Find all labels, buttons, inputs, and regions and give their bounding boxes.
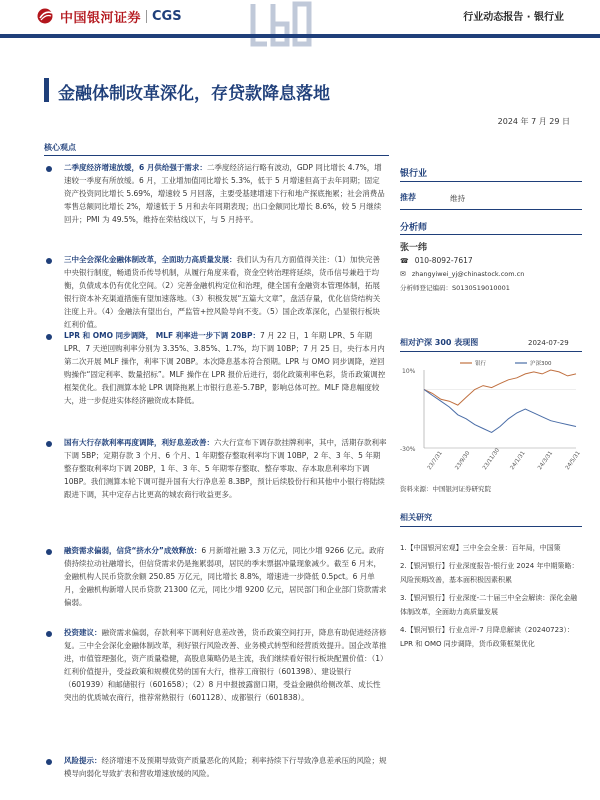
bullet-dot-icon (46, 166, 52, 172)
core-view-divider (44, 155, 389, 156)
email-icon: ✉ (400, 270, 406, 278)
bullet-paragraph (64, 544, 387, 609)
bullet-heading: 投资建议： (64, 628, 102, 637)
header-bar (0, 34, 600, 38)
analyst-email-row[interactable] (400, 270, 580, 278)
page-title: 金融体制改革深化，存贷款降息落地 (58, 84, 330, 104)
rating-value: 维持 (450, 194, 465, 203)
title-accent-bar (44, 78, 49, 102)
rating-label: 推荐 (400, 193, 416, 202)
y-tick-label: 10% (402, 368, 416, 375)
sidebar-divider (400, 181, 582, 182)
bullet-heading: 三中全会深化金融体制改革，全面助力高质量发展： (64, 255, 237, 264)
analyst-phone: 010-8092-7617 (414, 256, 473, 265)
header-watermark-icon (245, 0, 315, 48)
bullet-text: 6 月新增社融 3.3 万亿元，同比少增 9266 亿元。政府债持续拉动社融增长，但信贷需求仍是拖累弱项，居民的季末票据冲量现象减少。截至 6 月末，金融机构人民币贷款余额 250.85 万亿元，同比增长 8.8%，增速进一步降低 0.5pct。6 月单月，金融机构新增人民币贷款 21300 亿元，同比少增 9200 亿元，居民部门和企业部门贷款需求偏弱。 (64, 546, 387, 607)
related-divider (400, 526, 582, 527)
chart-date: 2024-07-29 (528, 339, 569, 347)
brand-logo (36, 7, 182, 25)
bullet-dot-icon (46, 549, 52, 555)
related-label: 相关研究 (400, 513, 432, 522)
report-type: 行业动态报告 · 银行业 (463, 12, 564, 23)
related-item[interactable]: 2.【银河银行】行业深度报告-银行业 2024 年中期策略：风险预期改善，基本面积极因素积累 (400, 562, 579, 584)
analyst-cert: 分析师登记编码：S0130519010001 (400, 284, 510, 292)
bullet-paragraph (64, 754, 387, 780)
series-line-csi300 (424, 390, 576, 433)
related-item[interactable]: 3.【银河银行】行业深度-二十届三中全会解读：深化金融体制改革，全面助力高质量发展 (400, 594, 578, 616)
report-date: 2024 年 7 月 29 日 (497, 117, 570, 126)
y-tick-label: -30% (400, 446, 416, 453)
bullet-paragraph (64, 329, 387, 407)
logo-text-en: CGS (152, 8, 182, 24)
core-view-label: 核心观点 (44, 143, 76, 152)
industry-label: 银行业 (400, 169, 428, 179)
series-line-bank (424, 370, 576, 405)
related-item[interactable]: 4.【银河银行】行业点评-7 月降息解读（20240723）：LPR 和 OMO 同步调降，货币政策框架优化 (400, 626, 575, 648)
bullet-paragraph (64, 161, 387, 226)
x-tick-label: 24/5/31 (564, 450, 582, 472)
bullet-heading: 二季度经济增速放缓，6 月供给强于需求： (64, 163, 207, 172)
bullet-paragraph (64, 626, 387, 704)
phone-icon: ☎ (400, 256, 409, 265)
x-tick-label: 24/1/31 (509, 450, 527, 472)
analyst-phone-row (400, 256, 580, 265)
bullet-text: 7 月 22 日，1 年期 LPR、5 年期 LPR、7 天逆回购利率分别为 3.35%、3.85%、1.7%，均下调 10BP；7 月 25 日，央行本月内第二次开展 MLF 操作，利率下调 20BP。本次降息基本符合预期。LPR 与 OMO 同步调降，逆回购操作“固定利率、数量招标”。MLF 操作在 LPR 报价后进行，弱化政策利率色彩，货币政策调控框架优化。我们测算本轮 LPR 调降拖累上市银行息差-5.7BP，影响总体可控。MLF 降息幅度较大，进一步促进实体经济融资成本降低。 (64, 331, 386, 405)
bullet-paragraph (64, 436, 387, 501)
bullet-heading: 风险提示： (64, 756, 102, 765)
bullet-heading: 融资需求偏弱，信贷“挤水分”成效释放： (64, 546, 202, 555)
legend-label: 银行 (475, 361, 487, 367)
sidebar-divider (400, 234, 582, 235)
bullet-paragraph (64, 253, 387, 331)
logo-mark-icon (36, 7, 56, 25)
bullet-text: 六大行宣布下调存款挂牌利率，其中，活期存款利率下调 5BP；定期存款 3 个月、6 个月、1 年期整存整取利率均下调 10BP，2 年、3 年、5 年期整存整取利率均下调 20BP，1 年、3 年、5 年期零存整取、整存零取、存本取息利率均下调 10BP。我们测算本轮下调可提升国有大行净息差 8.3BP，预计后续股份行和其他中小银行将陆续跟进下调，其中定存占比更高的城农商行收益更多。 (64, 438, 387, 499)
legend-label: 沪深300 (530, 361, 552, 367)
chart-divider (400, 351, 582, 352)
chart-title: 相对沪深 300 表现图 (400, 338, 479, 347)
bullet-heading: LPR 和 OMO 同步调降， MLF 利率进一步下调 20BP： (64, 331, 260, 340)
bullet-text: 二季度经济运行略有波动，GDP 同比增长 4.7%，增速较一季度有所放缓。6 月，工业增加值同比增长 5.3%，低于 5 月增速但高于去年同期；固定资产投资同比增长 5.69%，增速较 5 月回落，主要受基建增速下行和地产探底拖累；社会消费品零售总额同比增长 2%，增速低于 5 月和去年同期表现；出口金额同比增长 8.6%，较 5 月继续回升；PMI 为 49.5%，维持在荣枯线以下，与 5 月持平。 (64, 163, 385, 224)
bullet-text: 经济增速不及预期导致资产质量恶化的风险；利率持续下行导致净息差承压的风险；规模导向弱化导致扩表和营收增速放缓的风险。 (64, 756, 387, 778)
bullet-dot-icon (46, 258, 52, 264)
analyst-email[interactable]: zhangyiwei_yj@chinastock.com.cn (411, 270, 525, 278)
analyst-name: 张一纬 (400, 243, 428, 253)
page-header (0, 0, 600, 58)
chart-source: 资料来源：中国银河证券研究院 (400, 485, 491, 493)
bullet-dot-icon (46, 631, 52, 637)
bullet-text: 融资需求偏弱，存款利率下调利好息差改善，货币政策空间打开，降息有助促进经济修复。三中全会深化金融体制改革，利好银行风险改善、业务模式转型和经营质效提升。国企改革推进，市值管理强化，资产质量稳健，高股息策略仍是主流，我们继续看好银行板块配置价值：（1）红利价值提升，受益政策和规模优势的国有大行，推荐工商银行（601398）、建设银行（601939）和邮储银行（601658）；（2）8 月中报披露窗口期，受益金融供给侧改革、成长性突出的优质城农商行，推荐常熟银行（601128）、成都银行（601838）。 (64, 628, 387, 702)
bullet-text: 我们认为有几方面值得关注：（1）加快完善中央银行制度，畅通货币传导机制，从履行角度来看，资金空转治理将延续，货币信号兼趋于均衡，负债成本仍有优化空间。（2）完善金融机构定位和治理，健全国有金融资本管理体制，拓展银行资本补充渠道措施有望加速落地。（3）积极发展“五篇大文章”，盘活存量，优化信贷结构关注度上升。（4）金融法有望出台，严监管+控风险导向不变。（5）国企改革深化，凸显银行板块红利价值。 (64, 255, 381, 329)
relative-performance-chart (400, 356, 582, 482)
bullet-dot-icon (46, 441, 52, 447)
bullet-heading: 国有大行存款利率再度调降，利好息差改善： (64, 438, 214, 447)
related-item[interactable]: 1.【中国银河宏观】三中全会全景：百年局，中国策 (400, 544, 561, 552)
related-list (400, 541, 582, 655)
bullet-dot-icon (46, 759, 52, 765)
x-tick-label: 24/3/31 (537, 450, 555, 472)
sidebar-divider (400, 209, 582, 210)
analyst-label: 分析师 (400, 223, 428, 233)
x-tick-label: 23/7/31 (426, 450, 444, 472)
x-tick-label: 23/9/30 (454, 450, 472, 472)
x-tick-label: 23/11/30 (481, 447, 502, 472)
logo-divider (146, 10, 147, 23)
logo-text-cn: 中国银河证券 (60, 10, 142, 26)
bullet-dot-icon (46, 334, 52, 340)
